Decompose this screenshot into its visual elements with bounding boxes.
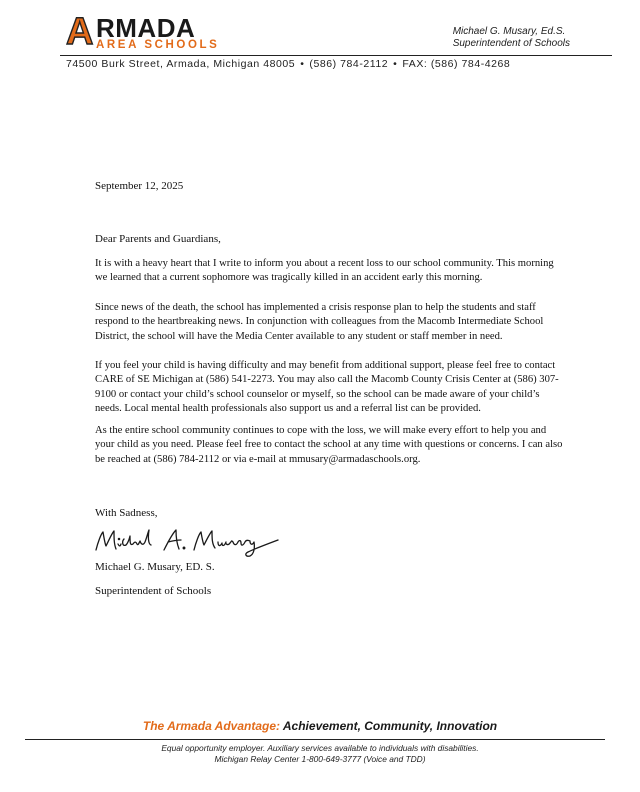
- separator-dot: •: [393, 58, 398, 70]
- fax-number: FAX: (586) 784-4268: [402, 58, 511, 70]
- closing: With Sadness,: [95, 507, 158, 519]
- salutation: Dear Parents and Guardians,: [95, 233, 221, 245]
- handwritten-signature: [92, 522, 282, 558]
- logo-word: RMADA: [96, 13, 196, 43]
- signer-title: Superintendent of Schools: [95, 585, 212, 597]
- superintendent-header-title: Superintendent of Schools: [452, 38, 570, 49]
- signer-name: Michael G. Musary, ED. S.: [95, 561, 215, 573]
- footer-divider: [25, 739, 605, 740]
- separator-dot: •: [300, 58, 305, 70]
- street-address: 74500 Burk Street, Armada, Michigan 48005: [66, 58, 296, 70]
- footer-motto: [0, 719, 640, 733]
- logo-subtitle: AREA SCHOOLS: [96, 39, 220, 51]
- superintendent-header: [453, 26, 570, 50]
- superintendent-header-name: Michael G. Musary, Ed.S.: [452, 26, 566, 37]
- motto-values: Achievement, Community, Innovation: [282, 719, 498, 733]
- letter-date: September 12, 2025: [95, 180, 184, 192]
- motto-label: The Armada Advantage:: [142, 719, 280, 733]
- equal-opportunity-notice: [0, 743, 640, 764]
- header-divider: [60, 55, 612, 56]
- phone-number: (586) 784-2112: [309, 58, 389, 70]
- paragraph: Since news of the death, the school has implemented a crisis response plan to help the students and staff respond to the heartbreaking news. In conjunction with colleagues from the Macomb Intermediate School District, the school will have the Media Center available to any student or staff member in need.: [95, 302, 544, 342]
- armada-logo: [66, 11, 246, 54]
- logo-initial: A: [66, 11, 94, 53]
- paragraph: As the entire school community continues to cope with the loss, we will make every effort to help you and your child as you need. Please feel free to contact the school at any time with questions or concerns. I can also be reached at (586) 784-2112 or via e-mail at mmusary@armadaschools.org.: [95, 425, 563, 465]
- paragraph: It is with a heavy heart that I write to inform you about a recent loss to our school community. This morning we learned that a current sophomore was tragically killed in an accident early this morning.: [95, 258, 554, 284]
- eeo-line: Equal opportunity employer. Auxiliary services available to individuals with disabilities.: [161, 743, 479, 753]
- paragraph: If you feel your child is having difficulty and may benefit from additional support, please feel free to contact CARE of SE Michigan at (586) 541-2273. You may also call the Macomb County Crisis Center at (586) 307-9100 or contact your child’s school counselor or myself, so the school can be made aware of your child’s needs. Local mental health professionals also support us and a referral list can be provided.: [95, 360, 559, 415]
- relay-center-line: Michigan Relay Center 1-800-649-3777 (Voice and TDD): [214, 753, 426, 764]
- address-line: [66, 58, 510, 70]
